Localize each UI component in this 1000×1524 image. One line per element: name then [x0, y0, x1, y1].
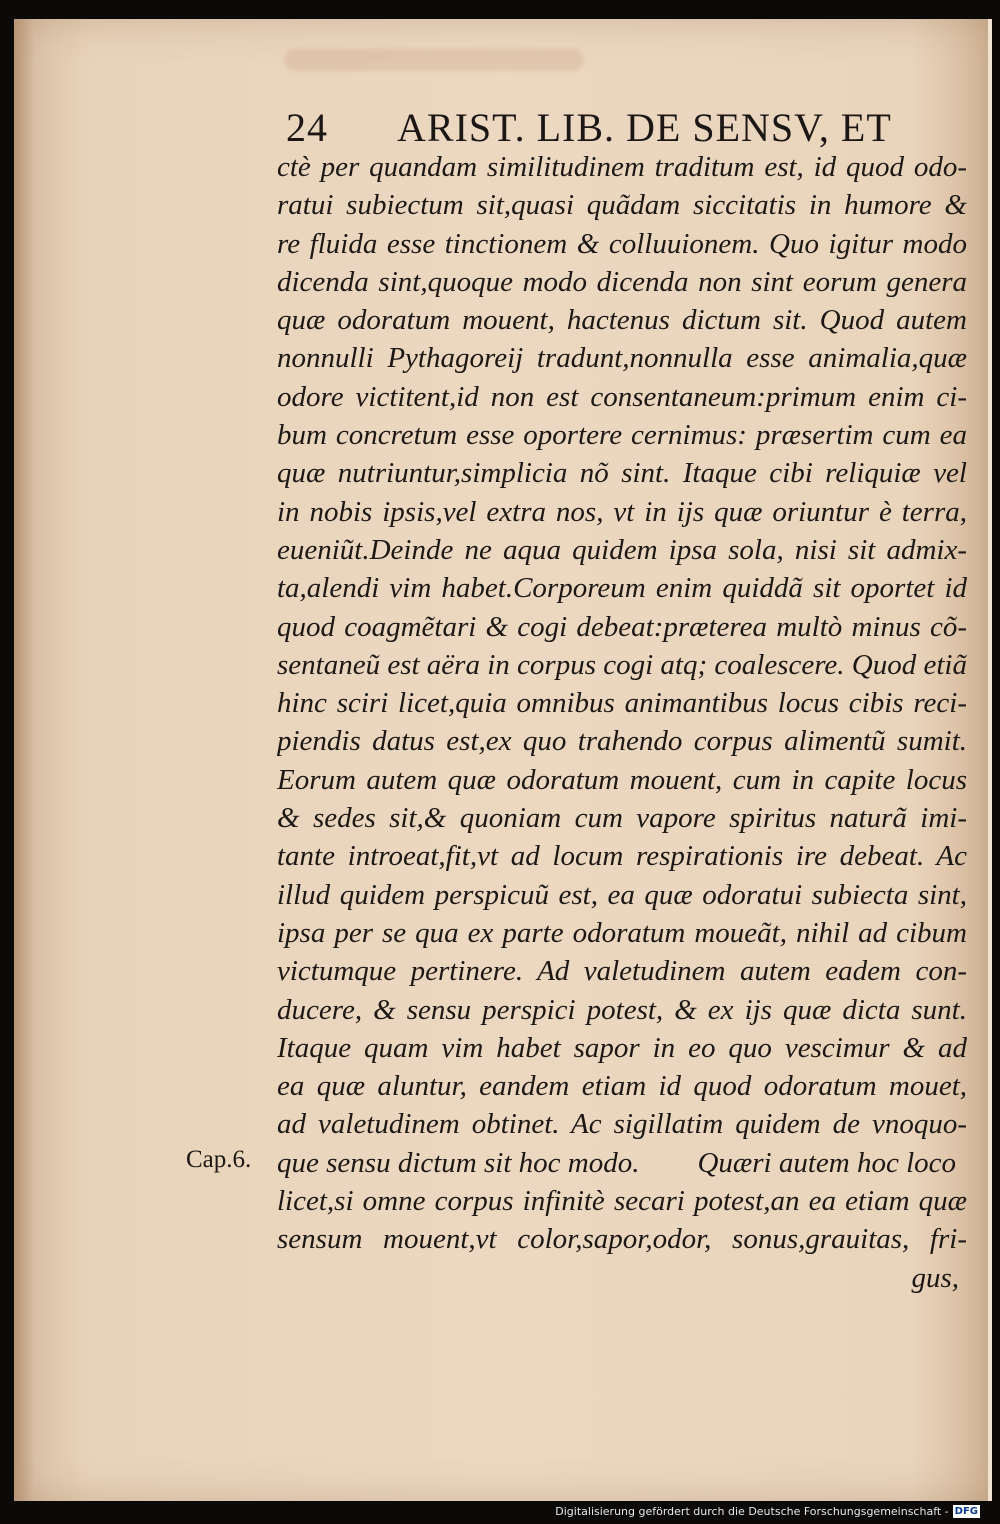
text-line: quod coagmẽtari & cogi debeat:præterea multò minus cõ- — [277, 610, 967, 643]
text-line: tante introeat,fit,vt ad locum respirationis ire debeat. Ac — [277, 840, 967, 873]
text-line: sentaneũ est aëra in corpus cogi atq; coalescere. Quod etiã — [277, 648, 967, 681]
text-line: que sensu dictum sit hoc modo. Quæri autem hoc loco — [277, 1146, 957, 1179]
text-line: illud quidem perspicuũ est, ea quæ odoratui subiecta sint, — [277, 878, 967, 911]
dfg-logo: DFG — [954, 1505, 978, 1517]
text-line: nonnulli Pythagoreij tradunt,nonnulla esse animalia,quæ — [277, 342, 967, 375]
page-stain — [284, 49, 584, 71]
text-line: hinc sciri licet,quia omnibus animantibus locus cibis reci- — [277, 687, 967, 720]
text-line: odore victitent,id non est consentaneum:primum enim ci- — [277, 380, 967, 413]
page-number: 24 — [286, 105, 328, 150]
text-line: sensum mouent,vt color,sapor,odor, sonus,grauitas, fri- — [277, 1223, 967, 1256]
text-line: re fluida esse tinctionem & colluuionem. Quo igitur modo — [277, 227, 967, 260]
page-gutter-shadow — [14, 19, 34, 1501]
text-line: Itaque quam vim habet sapor in eo quo vescimur & ad — [277, 1031, 967, 1064]
text-line: ea quæ aluntur, eandem etiam id quod odoratum mouet, — [277, 1070, 967, 1103]
credit-text: Digitalisierung gefördert durch die Deutsche Forschungsgemeinschaft - — [555, 1504, 949, 1518]
page-header — [286, 104, 892, 154]
text-line: victumque pertinere. Ad valetudinem autem eadem con- — [277, 955, 967, 988]
text-line: ipsa per se qua ex parte odoratum moueãt, nihil ad cibum — [277, 916, 967, 949]
text-line: piendis datus est,ex quo trahendo corpus alimentũ sumit. — [277, 725, 967, 758]
text-line: bum concretum esse oportere cernimus: præsertim cum ea — [277, 419, 967, 452]
text-line: dicenda sint,quoque modo dicenda non sint eorum genera — [277, 265, 967, 298]
text-line: ctè per quandam similitudinem traditum est, id quod odo- — [277, 151, 967, 183]
digitization-credit — [555, 1502, 980, 1520]
text-line: in nobis ipsis,vel extra nos, vt in ijs quæ oriuntur è terra, — [277, 495, 967, 528]
text-line: quæ nutriuntur,simplicia nõ sint. Itaque cibi reliquiæ vel — [277, 457, 967, 490]
text-line: ta,alendi vim habet.Corporeum enim quiddã sit oportet id — [277, 572, 967, 605]
running-title: ARIST. LIB. DE SENSV, ET — [397, 105, 892, 150]
text-line: quæ odoratum mouent, hactenus dictum sit. Quod autem — [277, 304, 967, 337]
body-text — [277, 148, 967, 1297]
text-line: eueniũt.Deinde ne aqua quidem ipsa sola, nisi sit admix- — [277, 533, 967, 566]
catchword: gus, — [911, 1261, 959, 1294]
text-line: Eorum autem quæ odoratum mouent, cum in capite locus — [277, 763, 967, 796]
marginal-note: Cap.6. — [186, 1146, 252, 1173]
text-line: & sedes sit,& quoniam cum vapore spiritus naturã imi- — [277, 802, 967, 835]
text-line: ducere, & sensu perspici potest, & ex ijs quæ dicta sunt. — [277, 993, 967, 1026]
text-line: licet,si omne corpus infinitè secari potest,an ea etiam quæ — [277, 1185, 967, 1218]
text-line: ad valetudinem obtinet. Ac sigillatim quidem de vnoquo- — [277, 1108, 967, 1141]
text-line: ratui subiectum sit,quasi quãdam siccitatis in humore & — [277, 189, 967, 222]
